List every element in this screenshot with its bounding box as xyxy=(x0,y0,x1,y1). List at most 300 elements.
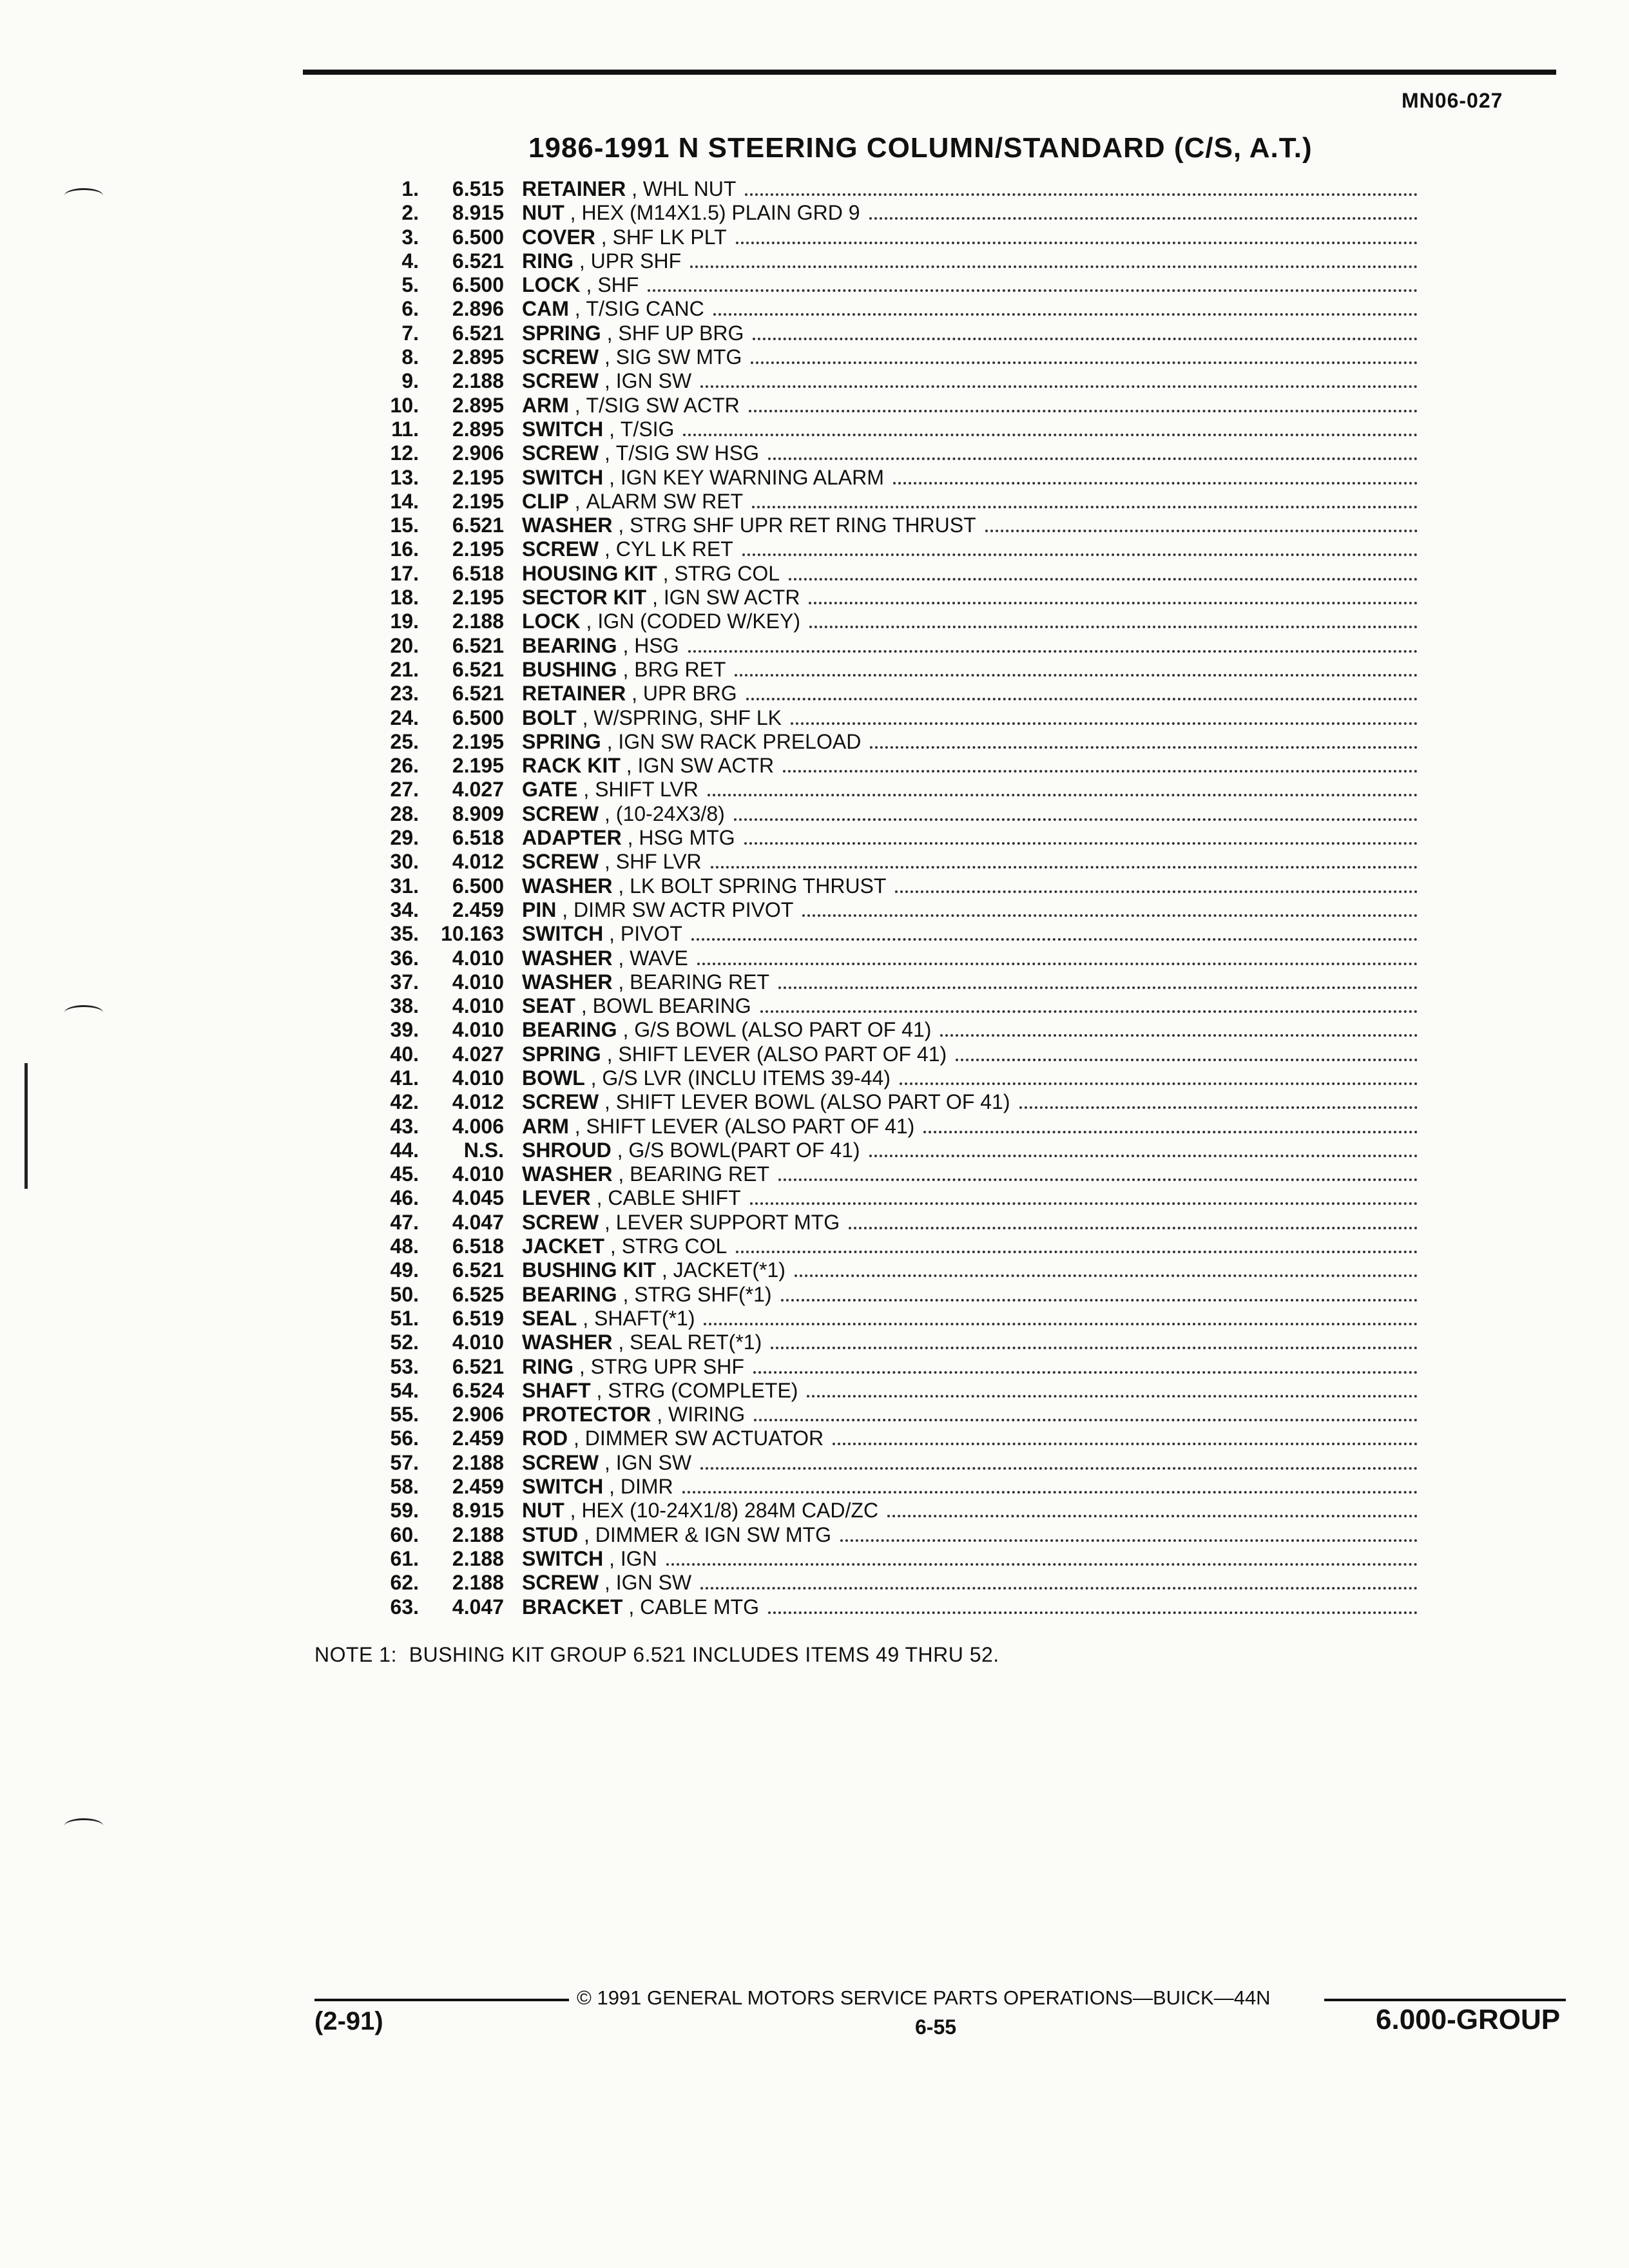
part-description: BEARING , HSG xyxy=(522,633,679,657)
part-description: SPRING , IGN SW RACK PRELOAD xyxy=(522,729,862,753)
part-name: SPRING xyxy=(522,321,601,345)
dot-leader xyxy=(697,963,1418,965)
item-number: 10. xyxy=(390,393,419,417)
part-description: SPRING , SHIFT LEVER (ALSO PART OF 41) xyxy=(522,1042,947,1066)
footnote xyxy=(314,1643,999,1667)
parts-row xyxy=(348,898,1418,922)
parts-row xyxy=(348,273,1418,297)
part-detail: BEARING RET xyxy=(630,1162,770,1186)
group-number: 4.047 xyxy=(452,1210,504,1234)
item-number: 38. xyxy=(390,994,419,1018)
dot-leader xyxy=(713,313,1418,316)
parts-row xyxy=(348,537,1418,561)
dot-leader xyxy=(900,1082,1418,1085)
group-number: 6.500 xyxy=(452,706,504,729)
parts-row xyxy=(348,778,1418,802)
dot-leader xyxy=(744,842,1418,845)
item-number: 42. xyxy=(390,1090,419,1114)
dot-leader xyxy=(683,434,1418,436)
group-number: 8.915 xyxy=(452,1499,504,1523)
part-description: PROTECTOR , WIRING xyxy=(522,1403,746,1427)
part-name: CAM xyxy=(522,297,569,321)
part-description: WASHER , BEARING RET xyxy=(522,1162,770,1186)
group-number: 4.010 xyxy=(452,970,504,994)
dot-leader xyxy=(691,938,1418,941)
item-number: 31. xyxy=(390,874,419,898)
part-name: LEVER xyxy=(522,1186,591,1210)
part-detail: T/SIG SW ACTR xyxy=(586,393,740,417)
page-number: 6-55 xyxy=(915,2015,957,2039)
part-description: LOCK , IGN (CODED W/KEY) xyxy=(522,610,800,633)
part-detail: ALARM SW RET xyxy=(586,489,744,513)
part-name: RETAINER xyxy=(522,177,626,200)
dot-leader xyxy=(849,1227,1418,1229)
part-name: WASHER xyxy=(522,514,613,537)
dot-leader xyxy=(923,1131,1418,1133)
group-number: 2.188 xyxy=(452,610,504,633)
item-number: 15. xyxy=(390,514,419,537)
part-name: SWITCH xyxy=(522,1475,604,1499)
part-description: SCREW , SIG SW MTG xyxy=(522,345,742,369)
part-detail: SHIFT LEVER BOWL (ALSO PART OF 41) xyxy=(615,1090,1010,1114)
part-detail: DIMR xyxy=(620,1475,673,1499)
item-number: 36. xyxy=(390,946,419,970)
part-name: SCREW xyxy=(522,369,599,393)
part-name: WASHER xyxy=(522,1331,613,1354)
dot-leader xyxy=(783,770,1418,773)
group-number: 6.525 xyxy=(452,1282,504,1306)
part-description: SCREW , SHIFT LEVER BOWL (ALSO PART OF 41) xyxy=(522,1090,1010,1114)
parts-row xyxy=(348,634,1418,658)
group-number: 4.010 xyxy=(452,1331,504,1354)
item-number: 16. xyxy=(390,537,419,561)
item-number: 40. xyxy=(390,1042,419,1066)
group-number: 6.518 xyxy=(452,561,504,585)
part-detail: IGN SW xyxy=(615,1450,692,1474)
part-detail: LK BOLT SPRING THRUST xyxy=(630,874,887,898)
group-number: 6.515 xyxy=(452,177,504,200)
group-number: 6.518 xyxy=(452,826,504,850)
item-number: 56. xyxy=(390,1427,419,1450)
parts-row xyxy=(348,1066,1418,1090)
dot-leader xyxy=(870,746,1418,749)
part-detail: CABLE SHIFT xyxy=(608,1186,741,1210)
group-number: 2.896 xyxy=(452,297,504,321)
part-name: PROTECTOR xyxy=(522,1403,651,1427)
group-number: 6.500 xyxy=(452,874,504,898)
group-number: 4.045 xyxy=(452,1186,504,1210)
part-detail: SHIFT LEVER (ALSO PART OF 41) xyxy=(618,1042,947,1066)
parts-row xyxy=(348,947,1418,970)
parts-row xyxy=(348,201,1418,225)
document-code: MN06-027 xyxy=(1402,89,1503,112)
dot-leader xyxy=(700,385,1418,388)
parts-row xyxy=(348,514,1418,537)
group-number: 6.521 xyxy=(452,633,504,657)
part-detail: DIMMER SW ACTUATOR xyxy=(584,1427,824,1450)
dot-leader xyxy=(791,722,1418,725)
parts-row xyxy=(348,1043,1418,1066)
parts-row xyxy=(348,1403,1418,1427)
part-description: LOCK , SHF xyxy=(522,273,639,297)
parts-row xyxy=(348,1139,1418,1162)
parts-row xyxy=(348,249,1418,273)
dot-leader xyxy=(789,578,1418,581)
revision-date: (2-91) xyxy=(314,2007,383,2035)
part-description: SWITCH , T/SIG xyxy=(522,417,675,441)
parts-row xyxy=(348,1475,1418,1499)
group-number: 2.195 xyxy=(452,586,504,610)
item-number: 45. xyxy=(390,1162,419,1186)
group-number: 6.524 xyxy=(452,1378,504,1402)
group-label: 6.000-GROUP xyxy=(1376,2004,1561,2035)
header-rule xyxy=(303,70,1556,75)
part-detail: (10-24X3/8) xyxy=(615,802,725,825)
part-description: BEARING , STRG SHF(*1) xyxy=(522,1282,772,1306)
part-description: SECTOR KIT , IGN SW ACTR xyxy=(522,586,800,610)
item-number: 2. xyxy=(401,201,419,225)
part-detail: CYL LK RET xyxy=(615,537,733,561)
part-description: NUT , HEX (10-24X1/8) 284M CAD/ZC xyxy=(522,1499,879,1523)
dot-leader xyxy=(753,1371,1418,1374)
group-number: 6.521 xyxy=(452,249,504,273)
part-name: RETAINER xyxy=(522,682,626,706)
item-number: 20. xyxy=(390,633,419,657)
item-number: 1. xyxy=(401,177,419,200)
parts-row xyxy=(348,1523,1418,1547)
parts-row xyxy=(348,586,1418,610)
part-description: BRACKET , CABLE MTG xyxy=(522,1595,760,1619)
part-detail: BOWL BEARING xyxy=(592,994,751,1018)
part-detail: DIMMER & IGN SW MTG xyxy=(595,1523,831,1546)
part-description: GATE , SHIFT LVR xyxy=(522,778,699,802)
item-number: 9. xyxy=(401,369,419,393)
group-number: 2.895 xyxy=(452,417,504,441)
dot-leader xyxy=(688,650,1418,653)
part-description: SWITCH , PIVOT xyxy=(522,922,682,946)
part-detail: BEARING RET xyxy=(630,970,770,994)
group-number: 6.519 xyxy=(452,1306,504,1330)
part-description: SPRING , SHF UP BRG xyxy=(522,321,744,345)
group-number: 4.012 xyxy=(452,850,504,874)
part-name: SHAFT xyxy=(522,1378,591,1402)
part-description: SCREW , T/SIG SW HSG xyxy=(522,441,760,465)
group-number: 6.521 xyxy=(452,1354,504,1378)
item-number: 48. xyxy=(390,1235,419,1258)
dot-leader xyxy=(752,506,1418,508)
part-name: BEARING xyxy=(522,1018,617,1042)
dot-leader xyxy=(736,1251,1418,1253)
dot-leader xyxy=(809,602,1418,604)
part-name: ARM xyxy=(522,1114,569,1138)
part-description: SEAT , BOWL BEARING xyxy=(522,994,751,1018)
part-name: SPRING xyxy=(522,729,601,753)
dot-leader xyxy=(768,1611,1418,1614)
part-detail: IGN SW ACTR xyxy=(637,754,775,778)
parts-row xyxy=(348,682,1418,706)
dot-leader xyxy=(869,1155,1418,1157)
group-number: 8.909 xyxy=(452,802,504,825)
part-name: CLIP xyxy=(522,489,569,513)
item-number: 18. xyxy=(390,586,419,610)
part-description: WASHER , SEAL RET(*1) xyxy=(522,1331,762,1354)
group-number: 2.906 xyxy=(452,441,504,465)
item-number: 41. xyxy=(390,1066,419,1090)
parts-row xyxy=(348,1571,1418,1595)
part-description: SCREW , SHF LVR xyxy=(522,850,702,874)
parts-row xyxy=(348,1499,1418,1523)
dot-leader xyxy=(736,242,1418,244)
group-number: 2.195 xyxy=(452,465,504,489)
part-name: LOCK xyxy=(522,273,581,297)
part-name: SEAL xyxy=(522,1306,577,1330)
item-number: 11. xyxy=(391,417,419,441)
parts-row xyxy=(348,1162,1418,1186)
item-number: 4. xyxy=(401,249,419,273)
part-description: CAM , T/SIG CANC xyxy=(522,297,704,321)
item-number: 49. xyxy=(390,1258,419,1282)
part-description: WASHER , BEARING RET xyxy=(522,970,770,994)
part-name: SWITCH xyxy=(522,1546,604,1570)
parts-row xyxy=(348,754,1418,778)
part-name: RING xyxy=(522,249,574,273)
part-description: SWITCH , IGN xyxy=(522,1546,657,1570)
footer-rule-left xyxy=(314,1999,569,2001)
item-number: 50. xyxy=(390,1282,419,1306)
group-number: 2.188 xyxy=(452,1523,504,1546)
part-name: NUT xyxy=(522,1499,564,1523)
dot-leader xyxy=(833,1443,1418,1445)
part-detail: SHIFT LEVER (ALSO PART OF 41) xyxy=(586,1114,915,1138)
part-name: ARM xyxy=(522,393,569,417)
group-number: 2.906 xyxy=(452,1403,504,1427)
part-description: SCREW , CYL LK RET xyxy=(522,537,733,561)
dot-leader xyxy=(700,1587,1418,1590)
item-number: 52. xyxy=(390,1331,419,1354)
part-name: SCREW xyxy=(522,1450,599,1474)
part-detail: STRG UPR SHF xyxy=(590,1354,744,1378)
part-description: WASHER , LK BOLT SPRING THRUST xyxy=(522,874,887,898)
part-name: SCREW xyxy=(522,1210,599,1234)
item-number: 30. xyxy=(390,850,419,874)
part-description: SEAL , SHAFT(*1) xyxy=(522,1306,695,1330)
part-name: SECTOR KIT xyxy=(522,586,647,610)
dot-leader xyxy=(753,338,1418,340)
part-detail: SHAFT(*1) xyxy=(594,1306,695,1330)
parts-row xyxy=(348,394,1418,418)
part-detail: SIG SW MTG xyxy=(615,345,742,369)
group-number: 2.188 xyxy=(452,1450,504,1474)
part-name: SCREW xyxy=(522,802,599,825)
part-name: COVER xyxy=(522,225,595,249)
dot-leader xyxy=(700,1467,1418,1470)
part-detail: IGN SW xyxy=(615,1571,692,1595)
part-description: SHROUD , G/S BOWL(PART OF 41) xyxy=(522,1138,860,1162)
item-number: 13. xyxy=(390,465,419,489)
part-description: SCREW , LEVER SUPPORT MTG xyxy=(522,1210,840,1234)
part-detail: WHL NUT xyxy=(642,177,737,200)
parts-row xyxy=(348,1115,1418,1139)
part-detail: JACKET(*1) xyxy=(673,1258,786,1282)
part-name: BOLT xyxy=(522,706,577,729)
part-description: LEVER , CABLE SHIFT xyxy=(522,1186,741,1210)
item-number: 24. xyxy=(390,706,419,729)
part-name: WASHER xyxy=(522,970,613,994)
dot-leader xyxy=(956,1059,1418,1061)
group-number: 6.500 xyxy=(452,273,504,297)
item-number: 61. xyxy=(390,1546,419,1570)
punch-hole-mark xyxy=(64,1005,103,1020)
parts-row xyxy=(348,1379,1418,1403)
part-detail: G/S BOWL (ALSO PART OF 41) xyxy=(634,1018,932,1042)
dot-leader xyxy=(840,1539,1418,1542)
parts-row xyxy=(348,802,1418,826)
part-name: ADAPTER xyxy=(522,826,622,850)
part-detail: STRG SHF UPR RET RING THRUST xyxy=(630,514,976,537)
parts-list xyxy=(348,177,1418,1619)
part-detail: T/SIG SW HSG xyxy=(615,441,760,465)
item-number: 51. xyxy=(390,1306,419,1330)
part-detail: IGN (CODED W/KEY) xyxy=(597,610,800,633)
part-description: PIN , DIMR SW ACTR PIVOT xyxy=(522,898,794,921)
item-number: 35. xyxy=(390,922,419,946)
part-description: SHAFT , STRG (COMPLETE) xyxy=(522,1378,798,1402)
part-detail: UPR SHF xyxy=(590,249,682,273)
item-number: 47. xyxy=(390,1210,419,1234)
part-detail: IGN SW xyxy=(615,369,692,393)
dot-leader xyxy=(869,217,1418,220)
part-description: SCREW , IGN SW xyxy=(522,1450,692,1474)
item-number: 46. xyxy=(390,1186,419,1210)
part-detail: DIMR SW ACTR PIVOT xyxy=(574,898,794,921)
group-number: 10.163 xyxy=(441,922,504,946)
dot-leader xyxy=(734,818,1418,821)
copyright-text: © 1991 GENERAL MOTORS SERVICE PARTS OPERATIONS—BUICK—44N xyxy=(577,1986,1271,2009)
dot-leader xyxy=(895,890,1418,893)
part-name: LOCK xyxy=(522,610,581,633)
group-number: 6.500 xyxy=(452,225,504,249)
part-detail: IGN xyxy=(620,1546,657,1570)
part-name: SCREW xyxy=(522,1090,599,1114)
parts-row xyxy=(348,369,1418,393)
dot-leader xyxy=(708,794,1418,796)
parts-row xyxy=(348,1307,1418,1331)
group-number: 6.521 xyxy=(452,657,504,681)
item-number: 34. xyxy=(390,898,419,921)
part-detail: SHIFT LVR xyxy=(595,778,699,802)
part-name: SHROUD xyxy=(522,1138,612,1162)
dot-leader xyxy=(1019,1106,1418,1109)
part-name: BEARING xyxy=(522,633,617,657)
group-number: 4.010 xyxy=(452,1066,504,1090)
part-detail: STRG (COMPLETE) xyxy=(608,1378,798,1402)
parts-row xyxy=(348,177,1418,201)
part-detail: G/S BOWL(PART OF 41) xyxy=(628,1138,860,1162)
dot-leader xyxy=(768,457,1418,460)
item-number: 53. xyxy=(390,1354,419,1378)
part-name: RING xyxy=(522,1354,574,1378)
part-description: ARM , T/SIG SW ACTR xyxy=(522,393,740,417)
item-number: 27. xyxy=(390,778,419,802)
part-detail: HEX (M14X1.5) PLAIN GRD 9 xyxy=(581,201,860,225)
dot-leader xyxy=(704,1323,1418,1325)
part-name: BEARING xyxy=(522,1282,617,1306)
part-description: WASHER , WAVE xyxy=(522,946,688,970)
part-name: PIN xyxy=(522,898,557,921)
part-detail: STRG COL xyxy=(621,1235,728,1258)
dot-leader xyxy=(887,1515,1418,1517)
item-number: 62. xyxy=(390,1571,419,1595)
item-number: 37. xyxy=(390,970,419,994)
parts-row xyxy=(348,1547,1418,1571)
dot-leader xyxy=(778,1178,1418,1181)
page-title: 1986-1991 N STEERING COLUMN/STANDARD (C/S, A.T.) xyxy=(528,132,1313,164)
item-number: 63. xyxy=(390,1595,419,1619)
item-number: 54. xyxy=(390,1378,419,1402)
dot-leader xyxy=(809,626,1418,628)
part-description: RING , UPR SHF xyxy=(522,249,682,273)
punch-hole-mark xyxy=(64,1818,103,1833)
part-detail: IGN KEY WARNING ALARM xyxy=(620,465,884,489)
parts-row xyxy=(348,850,1418,874)
part-name: SCREW xyxy=(522,1571,599,1595)
parts-row xyxy=(348,1355,1418,1379)
item-number: 25. xyxy=(390,729,419,753)
part-description: SWITCH , IGN KEY WARNING ALARM xyxy=(522,465,884,489)
parts-row xyxy=(348,658,1418,682)
item-number: 44. xyxy=(390,1138,419,1162)
parts-row xyxy=(348,322,1418,345)
dot-leader xyxy=(746,698,1418,700)
group-number: 2.195 xyxy=(452,729,504,753)
item-number: 55. xyxy=(390,1403,419,1427)
dot-leader xyxy=(760,1010,1418,1013)
group-number: 4.006 xyxy=(452,1114,504,1138)
part-detail: W/SPRING, SHF LK xyxy=(593,706,782,729)
part-name: HOUSING KIT xyxy=(522,561,657,585)
part-name: WASHER xyxy=(522,1162,613,1186)
part-detail: BRG RET xyxy=(634,657,726,681)
part-name: SCREW xyxy=(522,441,599,465)
dot-leader xyxy=(690,265,1418,268)
parts-row xyxy=(348,441,1418,465)
part-name: NUT xyxy=(522,201,564,225)
part-description: BUSHING , BRG RET xyxy=(522,657,726,681)
dot-leader xyxy=(807,1395,1418,1398)
item-number: 23. xyxy=(390,682,419,706)
dot-leader xyxy=(648,289,1418,292)
group-number: 6.521 xyxy=(452,321,504,345)
part-name: RACK KIT xyxy=(522,754,621,778)
part-detail: STRG SHF(*1) xyxy=(634,1282,772,1306)
parts-row xyxy=(348,345,1418,369)
part-name: SCREW xyxy=(522,537,599,561)
dot-leader xyxy=(745,193,1418,196)
parts-row xyxy=(348,418,1418,441)
dot-leader xyxy=(985,530,1418,532)
group-number: 4.010 xyxy=(452,1162,504,1186)
group-number: 2.895 xyxy=(452,345,504,369)
part-description: SCREW , IGN SW xyxy=(522,1571,692,1595)
item-number: 39. xyxy=(390,1018,419,1042)
group-number: 2.459 xyxy=(452,1475,504,1499)
part-name: BRACKET xyxy=(522,1595,623,1619)
part-name: BUSHING xyxy=(522,657,617,681)
parts-row xyxy=(348,1186,1418,1210)
item-number: 43. xyxy=(390,1114,419,1138)
dot-leader xyxy=(682,1491,1418,1494)
part-detail: SHF LK PLT xyxy=(612,225,727,249)
